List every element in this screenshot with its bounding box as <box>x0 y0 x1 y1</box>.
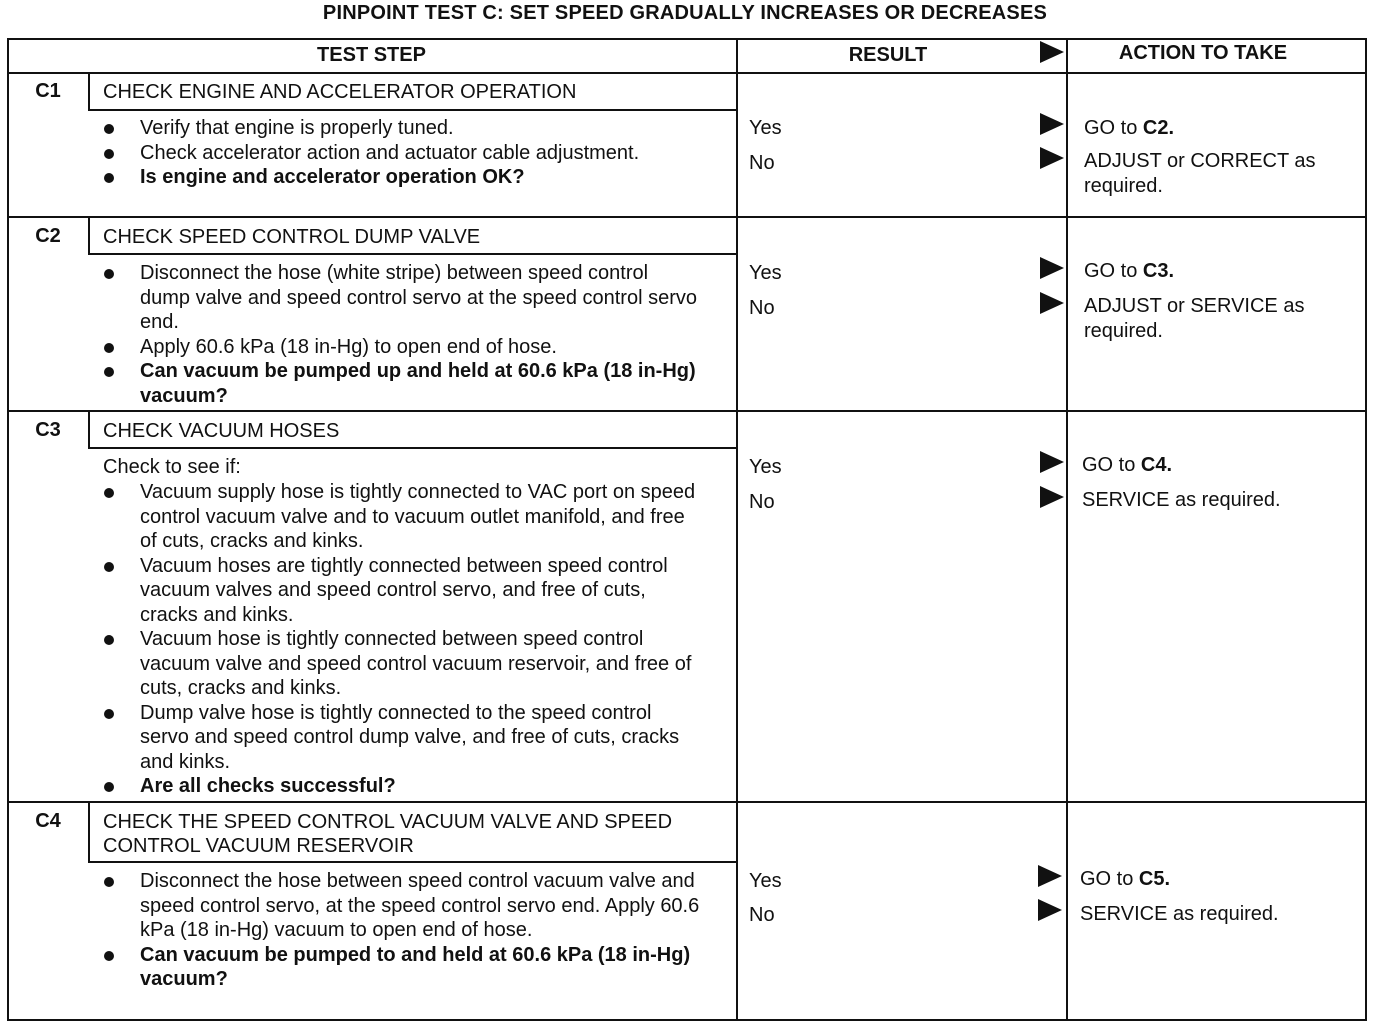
action-yes: GO to C5. <box>1080 868 1171 890</box>
bullet-item: Dump valve hose is tightly connected to the speed control servo and speed control dump valve, and free of cuts, cracks and kinks. <box>100 701 700 775</box>
step-title: CHECK THE SPEED CONTROL VACUUM VALVE AND SPEED CONTROL VACUUM RESERVOIR <box>103 811 673 857</box>
col-divider-result <box>736 38 738 1021</box>
bullet-item: Disconnect the hose (white stripe) between speed control dump valve and speed control servo at the speed control servo end. <box>100 261 700 335</box>
bullet-item: Apply 60.6 kPa (18 in-Hg) to open end of hose. <box>100 335 710 360</box>
header-test-step: TEST STEP <box>317 44 426 66</box>
c3-title-divider <box>88 447 738 449</box>
result-yes: Yes <box>749 117 782 139</box>
c2-title-divider <box>88 253 738 255</box>
action-yes: GO to C2. <box>1084 117 1175 139</box>
bullet-item: Vacuum hose is tightly connected between speed control vacuum valve and speed control vacuum reservoir, and free of cuts, cracks and kinks. <box>100 627 700 701</box>
code-divider-c1 <box>88 73 90 110</box>
c4-title-divider <box>88 861 738 863</box>
result-yes: Yes <box>749 456 782 478</box>
bullet-item: Vacuum hoses are tightly connected between speed control vacuum valves and speed control servo, and free of cuts, cracks and kinks. <box>100 554 680 628</box>
yes-arrow-icon <box>1040 257 1064 279</box>
action-no: ADJUST or SERVICE as required. <box>1084 295 1305 342</box>
step-code: C4 <box>35 810 61 832</box>
result-no: No <box>749 152 775 174</box>
c1-row-divider <box>7 216 1367 218</box>
step-title: CHECK SPEED CONTROL DUMP VALVE <box>103 226 481 248</box>
step-code: C1 <box>35 80 61 102</box>
no-arrow-icon <box>1040 486 1064 508</box>
result-yes: Yes <box>749 870 782 892</box>
code-divider-c2 <box>88 217 90 254</box>
c1-title-divider <box>88 109 738 111</box>
bullet-question: Is engine and accelerator operation OK? <box>100 165 710 190</box>
bullet-item: Disconnect the hose between speed control vacuum valve and speed control servo, at the speed control servo end. Apply 60.6 kPa (18 in-Hg) vacuum to open end of hose. <box>100 869 720 943</box>
bullet-item: Vacuum supply hose is tightly connected to VAC port on speed control vacuum valve and to vacuum outlet manifold, and free of cuts, cracks and kinks. <box>100 480 700 554</box>
yes-arrow-icon <box>1040 113 1064 135</box>
bullet-question: Can vacuum be pumped up and held at 60.6 kPa (18 in-Hg) vacuum? <box>100 359 710 408</box>
action-no: SERVICE as required. <box>1082 489 1281 511</box>
action-yes: GO to C3. <box>1084 260 1175 282</box>
code-divider-c4 <box>88 802 90 862</box>
result-no: No <box>749 904 775 926</box>
action-no: SERVICE as required. <box>1080 903 1279 925</box>
header-result: RESULT <box>848 44 928 66</box>
no-arrow-icon <box>1038 899 1062 921</box>
step-bullets <box>100 261 710 408</box>
bullet-item: Verify that engine is properly tuned. <box>100 116 710 141</box>
action-no: ADJUST or CORRECT as required. <box>1084 150 1316 197</box>
result-no: No <box>749 491 775 513</box>
step-intro: Check to see if: <box>103 456 241 478</box>
bullet-question: Can vacuum be pumped to and held at 60.6 kPa (18 in-Hg) vacuum? <box>100 943 700 992</box>
yes-arrow-icon <box>1040 451 1064 473</box>
action-yes: GO to C4. <box>1082 454 1173 476</box>
step-code: C2 <box>35 225 61 247</box>
page-title: PINPOINT TEST C: SET SPEED GRADUALLY INCREASES OR DECREASES <box>322 2 1048 24</box>
step-title: CHECK VACUUM HOSES <box>103 420 340 442</box>
no-arrow-icon <box>1040 147 1064 169</box>
step-bullets <box>100 116 710 190</box>
step-code: C3 <box>35 419 61 441</box>
bullet-question: Are all checks successful? <box>100 774 710 799</box>
result-no: No <box>749 297 775 319</box>
header-arrow-icon <box>1040 41 1064 63</box>
step-bullets <box>100 869 710 992</box>
c3-row-divider <box>7 801 1367 803</box>
no-arrow-icon <box>1040 292 1064 314</box>
header-row-divider <box>7 72 1367 74</box>
col-divider-action <box>1066 38 1068 1021</box>
result-yes: Yes <box>749 262 782 284</box>
step-bullets <box>100 480 710 799</box>
bullet-item: Check accelerator action and actuator cable adjustment. <box>100 141 660 166</box>
step-title: CHECK ENGINE AND ACCELERATOR OPERATION <box>103 81 577 103</box>
code-divider-c3 <box>88 411 90 448</box>
yes-arrow-icon <box>1038 865 1062 887</box>
header-action: ACTION TO TAKE <box>1118 42 1288 64</box>
c2-row-divider <box>7 410 1367 412</box>
